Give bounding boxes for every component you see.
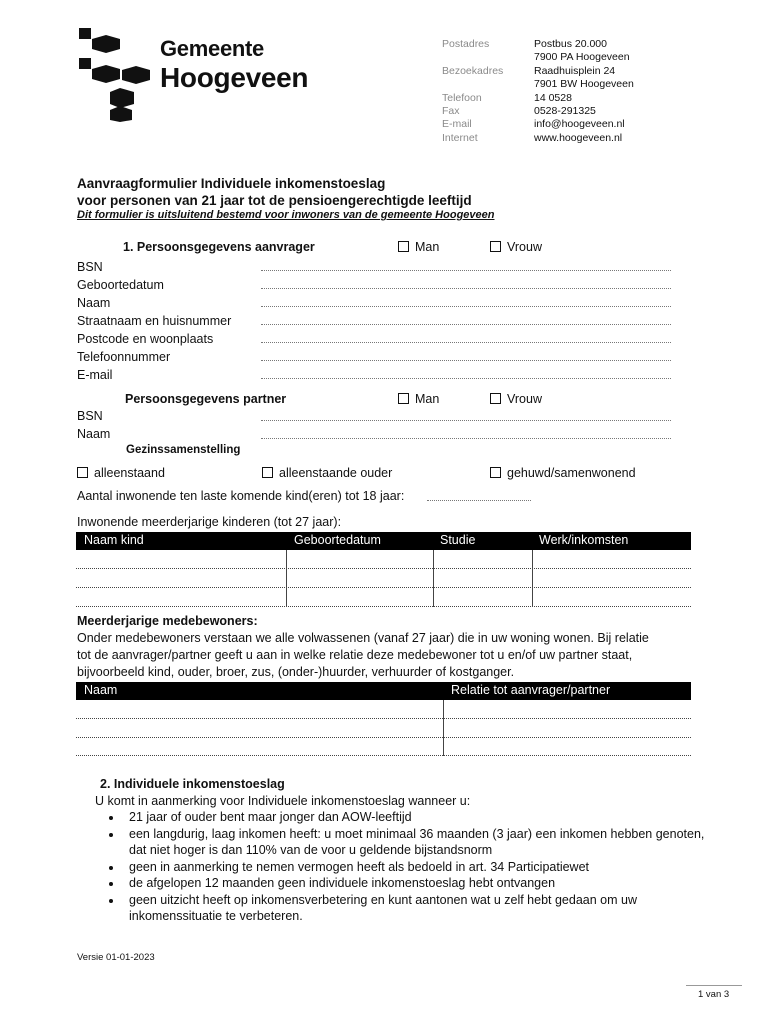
co-residents-table-body[interactable] [76,700,691,756]
contact-value: 14 0528 [534,91,572,104]
version-label: Versie 01-01-2023 [77,952,155,963]
adult-children-table-header [76,532,691,550]
checkbox-icon [262,467,273,478]
household-heading: Gezinssamenstelling [126,444,241,456]
input-line-straatnaam[interactable] [261,324,671,325]
checkbox-icon [77,467,88,478]
co-residents-heading: Meerderjarige medebewoners: [77,614,258,628]
column-header: Relatie tot aanvrager/partner [451,683,611,697]
form-title [77,175,472,209]
title-line-1: Aanvraagformulier Individuele inkomenstoeslag [77,176,386,191]
field-label-partner-bsn: BSN [77,409,103,423]
checkbox-gehuwd[interactable]: gehuwd/samenwonend [490,466,636,480]
field-label-partner-naam: Naam [77,427,111,441]
list-item: • 21 jaar of ouder bent maar jonger dan AOW-leeftijd [123,809,723,826]
list-item: • de afgelopen 12 maanden geen individuele inkomenstoeslag hebt ontvangen [123,875,723,892]
contact-label: Bezoekadres [442,64,504,77]
list-item: • geen uitzicht heeft op inkomensverbetering en kunt aantonen wat u zelf hebt gedaan om uw inkomenssituatie te verbeteren. [123,892,723,925]
form-subtitle: Dit formulier is uitsluitend bestemd voor inwoners van de gemeente Hoogeveen [77,209,495,221]
section-1-heading: 1. Persoonsgegevens aanvrager [123,240,315,254]
field-label-straatnaam: Straatnaam en huisnummer [77,314,232,328]
adult-children-label: Inwonende meerderjarige kinderen (tot 27 jaar): [77,515,342,529]
contact-value: info@hoogeveen.nl [534,118,625,131]
checkbox-icon [398,393,409,404]
input-line-naam[interactable] [261,306,671,307]
checkbox-icon [490,393,501,404]
input-line-telefoon[interactable] [261,360,671,361]
input-line-partner-naam[interactable] [261,438,671,439]
children-count-input[interactable] [427,500,531,501]
partner-heading: Persoonsgegevens partner [125,392,287,406]
logo-line-1: Gemeente [160,36,264,61]
contact-label: Internet [442,131,478,144]
section-2-intro: U komt in aanmerking voor Individuele inkomenstoeslag wanneer u: [95,794,471,808]
co-residents-text: Onder medebewoners verstaan we alle volwassenen (vanaf 27 jaar) die in uw woning wonen. Bij relatie tot de aanvrager/partner geeft u aan in welke relatie deze medebewoner tot u en/of uw partner staat, bijvoorbeeld kind, ouder, broer, zus, (onder-)huurder, verhuurder of kostganger. [77,631,649,679]
field-label-postcode: Postcode en woonplaats [77,332,214,346]
field-label-geboortedatum: Geboortedatum [77,278,164,292]
checkbox-alleenstaande-ouder[interactable]: alleenstaande ouder [262,466,392,480]
gemeente-hoogeveen-logo [76,26,326,122]
checkbox-vrouw-applicant[interactable]: Vrouw [490,240,542,254]
contact-label: Telefoon [442,91,482,104]
contact-label: Fax [442,105,460,117]
field-label-telefoon: Telefoonnummer [77,350,171,364]
column-header: Studie [440,533,476,547]
list-item: • een langdurig, laag inkomen heeft: u moet minimaal 36 maanden (3 jaar) een inkomen hebben genoten, dat niet hoger is dan 110% van de voor u geldende bijstandsnorm [123,826,723,859]
column-header: Naam kind [84,533,144,547]
column-header: Geboortedatum [294,533,381,547]
adult-children-table-body[interactable] [76,550,691,607]
contact-value: 7900 PA Hoogeveen [534,51,630,64]
checkbox-icon [398,241,409,252]
column-header: Werk/inkomsten [539,533,629,547]
input-line-email[interactable] [261,378,671,379]
contact-label: E-mail [442,118,472,131]
input-line-partner-bsn[interactable] [261,420,671,421]
input-line-bsn[interactable] [261,270,671,271]
checkbox-vrouw-partner[interactable]: Vrouw [490,392,542,406]
checkbox-alleenstaand[interactable]: alleenstaand [77,466,165,480]
contact-value: Postbus 20.000 [534,38,607,50]
field-label-email: E-mail [77,368,113,382]
contact-value: Raadhuisplein 24 [534,64,616,77]
logo-mark-icon [76,26,156,122]
contact-value: www.hoogeveen.nl [534,131,623,144]
checkbox-icon [490,467,501,478]
logo-line-2: Hoogeveen [160,62,309,93]
children-count-label: Aantal inwonende ten laste komende kind(eren) tot 18 jaar: [77,489,405,503]
footer-divider [686,985,742,986]
field-label-bsn: BSN [77,260,103,274]
field-label-naam: Naam [77,296,111,310]
checkbox-man-applicant[interactable]: Man [398,240,439,254]
checkbox-man-partner[interactable]: Man [398,392,439,406]
list-item: • geen in aanmerking te nemen vermogen heeft als bedoeld in art. 34 Participatiewet [123,859,723,876]
contact-label: Postadres [442,38,490,50]
input-line-geboortedatum[interactable] [261,288,671,289]
contact-value: 0528-291325 [534,105,596,117]
co-residents-table-header [76,682,691,700]
input-line-postcode[interactable] [261,342,671,343]
title-line-2: voor personen van 21 jaar tot de pensioengerechtigde leeftijd [77,193,472,208]
checkbox-icon [490,241,501,252]
column-header: Naam [84,683,118,697]
page-number: 1 van 3 [698,989,730,1000]
contact-value: 7901 BW Hoogeveen [534,78,634,91]
eligibility-list [81,809,723,925]
section-2-heading: 2. Individuele inkomenstoeslag [100,777,285,791]
